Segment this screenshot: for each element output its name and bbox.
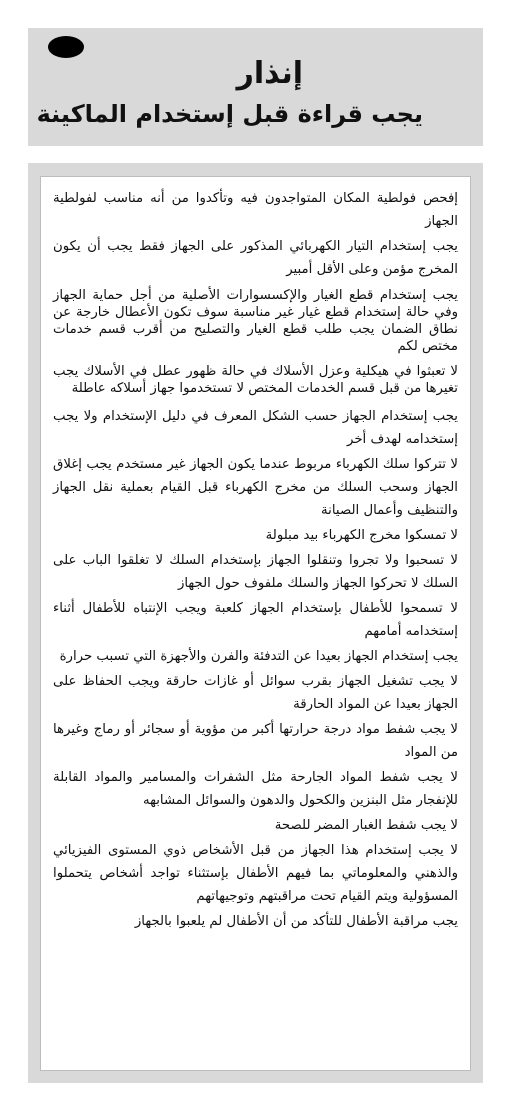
- instructions-frame: [28, 163, 483, 1083]
- instruction-paragraph: لا تمسكوا مخرج الكهرباء بيد مبلولة: [265, 528, 458, 543]
- instruction-paragraph: يجب إستخدام الجهاز بعيدا عن التدفئة والفرن والأجهزة التي تسبب حرارة: [59, 649, 458, 664]
- instructions-panel: [40, 176, 471, 1071]
- instruction-paragraph: يجب إستخدام الجهاز حسب الشكل المعرف في دليل الإستخدام ولا يجب إستخدامه لهدف أخر: [53, 409, 458, 447]
- instruction-paragraph: لا تعبثوا في هيكلية وعزل الأسلاك في حالة ظهور عطل في الأسلاك يجب تغيرها من قبل قسم الخدمات المختص لا تستخدموا جهاز أسلاكه عاطلة: [53, 364, 458, 396]
- instruction-paragraph: لا يجب إستخدام هذا الجهاز من قبل الأشخاص ذوي المستوى الفيزيائي والذهني والمعلوماتي بما فيهم الأطفال بإستثناء تواجد أشخاص يتحملوا المسؤولية ويتم القيام تحت مراقبتهم وتوجيهاتهم: [53, 843, 458, 904]
- instruction-paragraph: لا يجب شفط مواد درجة حرارتها أكبر من مؤوية أو سجائر أو رماج وغيرها من المواد: [53, 722, 458, 760]
- instruction-paragraph: لا تسمحوا للأطفال بإستخدام الجهاز كلعبة ويجب الإنتباه للأطفال أثناء إستخدامه أمامهم: [53, 601, 458, 639]
- instruction-paragraph: يجب إستخدام التيار الكهربائي المذكور على الجهاز فقط يجب أن يكون المخرج مؤمن وعلى الأقل أمبير: [53, 239, 458, 277]
- warning-subtitle: يجب قراءة قبل إستخدام الماكينة: [36, 100, 423, 128]
- instruction-paragraph: لا يجب شفط المواد الجارحة مثل الشفرات والمسامير والمواد القابلة للإنفجار مثل البنزين والكحول والدهون والسوائل المشابهه: [53, 770, 458, 808]
- instruction-paragraph: لا يجب شفط الغبار المضر للصحة: [274, 818, 458, 833]
- instruction-paragraph: إفحص فولطية المكان المتواجدون فيه وتأكدوا من أنه مناسب لفولطية الجهاز: [53, 191, 458, 229]
- instruction-paragraph: يجب إستخدام قطع الغيار والإكسسوارات الأصلية من أجل حماية الجهاز وفي حالة إستخدام قطع غيار غير مناسبة سوف تكون الأعطال خارجة عن نطاق الضمان يجب طلب قطع الغيار والتصليح من أقرب قسم خدمات مختص لكم: [53, 288, 458, 354]
- instruction-paragraph: لا تتركوا سلك الكهرباء مربوط عندما يكون الجهاز غير مستخدم يجب إغلاق الجهاز وسحب السلك من مخرج الكهرباء قبل القيام بعملية نقل الجهاز والتنظيف وأعمال الصيانة: [53, 457, 458, 518]
- black-dot-icon: [48, 36, 84, 58]
- warning-header: [28, 28, 483, 146]
- instruction-paragraph: يجب مراقبة الأطفال للتأكد من أن الأطفال لم يلعبوا بالجهاز: [134, 914, 458, 929]
- instruction-paragraph: لا تسحبوا ولا تجروا وتنقلوا الجهاز بإستخدام السلك لا تغلقوا الباب على السلك لا تحركوا الجهاز والسلك ملفوف حول الجهاز: [53, 553, 458, 591]
- instruction-paragraph: لا يجب تشغيل الجهاز بقرب سوائل أو غازات حارقة ويجب الحفاظ على الجهاز بعيدا عن المواد الحارقة: [53, 674, 458, 712]
- warning-title: إنذار: [236, 56, 303, 91]
